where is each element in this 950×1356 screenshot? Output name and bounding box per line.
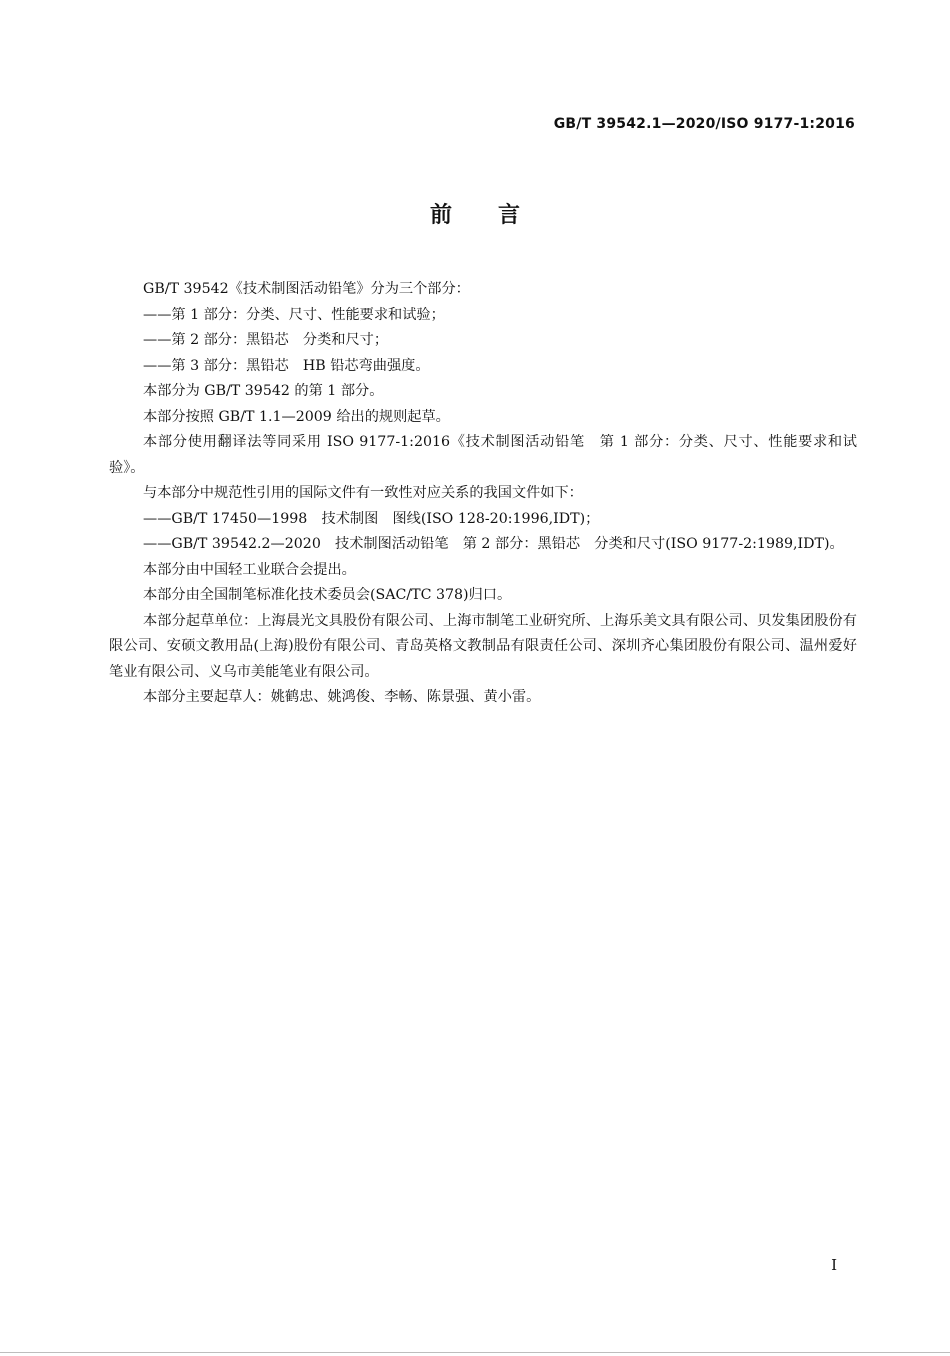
paragraph-main-drafters: 本部分主要起草人：姚鹤忠、姚鸿俊、李畅、陈景强、黄小雷。 xyxy=(143,689,541,705)
paragraph-translation-method: 本部分使用翻译法等同采用 ISO 9177-1:2016《技术制图活动铅笔 第 1 部分：分类、尺寸、性能要求和试验》。 xyxy=(109,434,857,476)
list-item-gbt-39542-2: ——GB/T 39542.2—2020 技术制图活动铅笔 第 2 部分：黑铅芯 分类和尺寸(ISO 9177-2:1989,IDT)。 xyxy=(143,536,844,552)
bottom-divider xyxy=(0,1352,950,1353)
paragraph-parts-intro: GB/T 39542《技术制图活动铅笔》分为三个部分： xyxy=(143,281,470,297)
paragraph-drafting-units: 本部分起草单位：上海晨光文具股份有限公司、上海市制笔工业研究所、上海乐美文具有限公司、贝发集团股份有限公司、安硕文教用品(上海)股份有限公司、青岛英格文教制品有限责任公司、深圳齐心集团股份有限公司、温州爱好笔业有限公司、义乌市美能笔业有限公司。 xyxy=(109,612,857,680)
list-item-part-3: ——第 3 部分：黑铅芯 HB 铅芯弯曲强度。 xyxy=(143,357,430,374)
paragraph-proposed-by: 本部分由中国轻工业联合会提出。 xyxy=(143,561,356,578)
page-title: 前言 xyxy=(429,203,566,228)
list-item-part-1: ——第 1 部分：分类、尺寸、性能要求和试验； xyxy=(143,306,445,323)
paragraph-this-part: 本部分为 GB/T 39542 的第 1 部分。 xyxy=(143,383,384,399)
paragraph-drafting-rules: 本部分按照 GB/T 1.1—2009 给出的规则起草。 xyxy=(143,408,450,425)
paragraph-corresponding-docs: 与本部分中规范性引用的国际文件有一致性对应关系的我国文件如下： xyxy=(143,485,583,501)
foreword-body xyxy=(109,277,857,711)
standard-code-header: GB/T 39542.1—2020/ISO 9177-1:2016 xyxy=(553,116,855,132)
paragraph-under-jurisdiction: 本部分由全国制笔标准化技术委员会(SAC/TC 378)归口。 xyxy=(143,587,512,603)
list-item-gbt-17450: ——GB/T 17450—1998 技术制图 图线(ISO 128-20:1996,IDT)； xyxy=(143,510,600,527)
list-item-part-2: ——第 2 部分：黑铅芯 分类和尺寸； xyxy=(143,332,389,348)
page-number: I xyxy=(831,1256,837,1274)
